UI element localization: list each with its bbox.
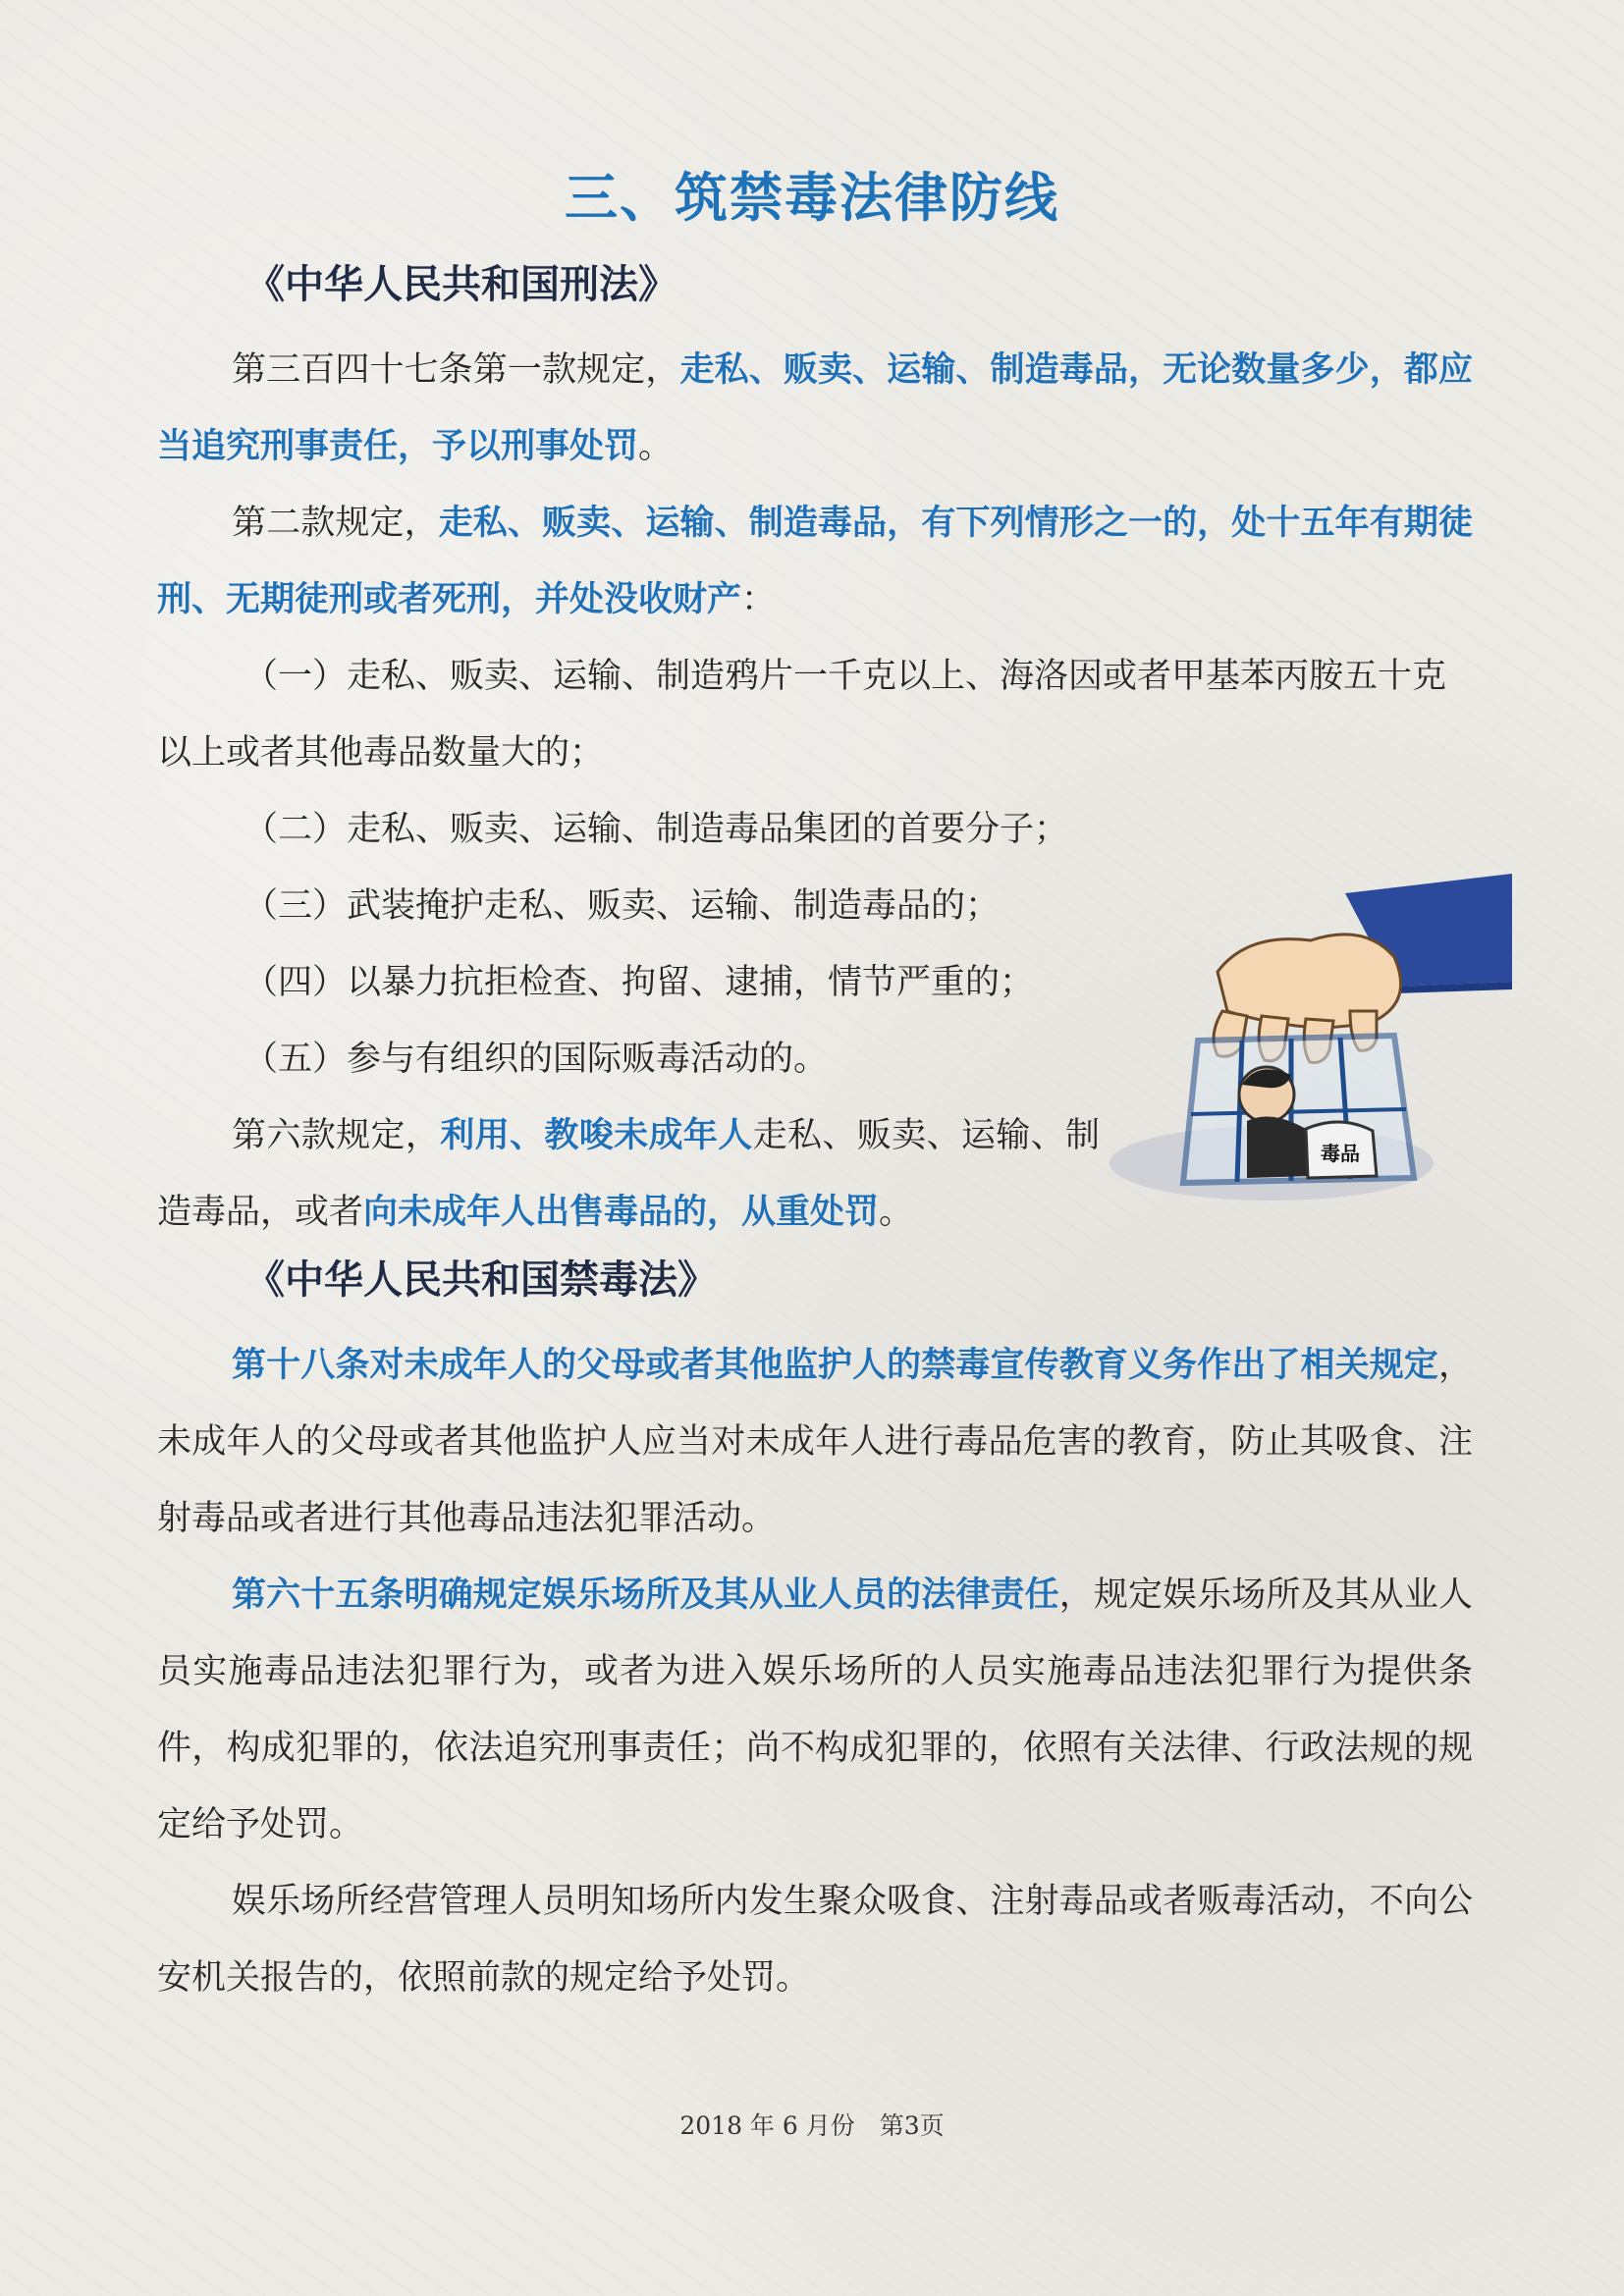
- highlight-text: 向未成年人出售毒品的，从重处罚: [363, 1193, 880, 1232]
- paragraph-clause-2: [157, 485, 1473, 638]
- text: 第三百四十七条第一款规定，: [232, 350, 680, 390]
- list-item-4: （四）以暴力抗拒检查、拘留、逮捕，情节严重的；: [244, 963, 1035, 1002]
- text: ，未成年人的父母或者其他监护人应当对未成年人进行毒品危害的教育，防止其吸食、注射毒品或者进行其他毒品违法犯罪活动。: [157, 1346, 1473, 1538]
- paragraph-article-65: [157, 1557, 1473, 1863]
- paragraph-article-18: [157, 1327, 1473, 1557]
- page-footer: 2018 年 6 月份 第3页: [679, 2111, 945, 2140]
- text: 。: [879, 1193, 914, 1232]
- list-item-1: （一）走私、贩卖、运输、制造鸦片一千克以上、海洛因或者甲基苯丙胺五十克以上或者其他毒品数量大的；: [157, 657, 1447, 773]
- law-title-anti-drug-law: 《中华人民共和国禁毒法》: [245, 1257, 717, 1303]
- text: 走私、贩卖、运输、制造毒品，或者: [157, 1116, 1100, 1232]
- hand-holding-cage-illustration: [1100, 864, 1512, 1217]
- paragraph-clause-6: [157, 1097, 1100, 1251]
- paragraph-venue-managers: 娱乐场所经营管理人员明知场所内发生聚众吸食、注射毒品或者贩毒活动，不向公安机关报告的，依照前款的规定给予处罚。: [157, 1882, 1473, 1998]
- highlight-text: 走私、贩卖、运输、制造毒品，有下列情形之一的，处十五年有期徒刑、无期徒刑或者死刑，并处没收财产: [157, 504, 1473, 619]
- list-item-2: （二）走私、贩卖、运输、制造毒品集团的首要分子；: [244, 810, 1069, 849]
- paragraph-article-347: [157, 332, 1473, 485]
- highlight-text: 第十八条对未成年人的父母或者其他监护人的禁毒宣传教育义务作出了相关规定: [232, 1346, 1438, 1385]
- list-item-5: （五）参与有组织的国际贩毒活动的。: [244, 1040, 829, 1079]
- text: ，规定娱乐场所及其从业人员实施毒品违法犯罪行为，或者为进入娱乐场所的人员实施毒品违法犯罪行为提供条件，构成犯罪的，依法追究刑事责任；尚不构成犯罪的，依照有关法律、行政法规的规定给予处罚。: [157, 1575, 1473, 1844]
- text: 第六款规定，: [232, 1116, 441, 1155]
- text: 。: [638, 427, 674, 466]
- highlight-text: 走私、贩卖、运输、制造毒品，无论数量多少，都应当追究刑事责任，予以刑事处罚: [157, 350, 1473, 466]
- law-title-criminal-law: 《中华人民共和国刑法》: [245, 262, 677, 307]
- text: ：: [741, 580, 777, 619]
- list-item-3: （三）武装掩护走私、贩卖、运输、制造毒品的；: [244, 886, 1001, 926]
- highlight-text: 第六十五条明确规定娱乐场所及其从业人员的法律责任: [232, 1575, 1059, 1615]
- section-title: 三、筑禁毒法律防线: [565, 167, 1059, 229]
- bag-label: 毒品: [1321, 1142, 1360, 1165]
- text: 第二款规定，: [232, 504, 439, 543]
- highlight-text: 利用、教唆未成年人: [440, 1116, 753, 1155]
